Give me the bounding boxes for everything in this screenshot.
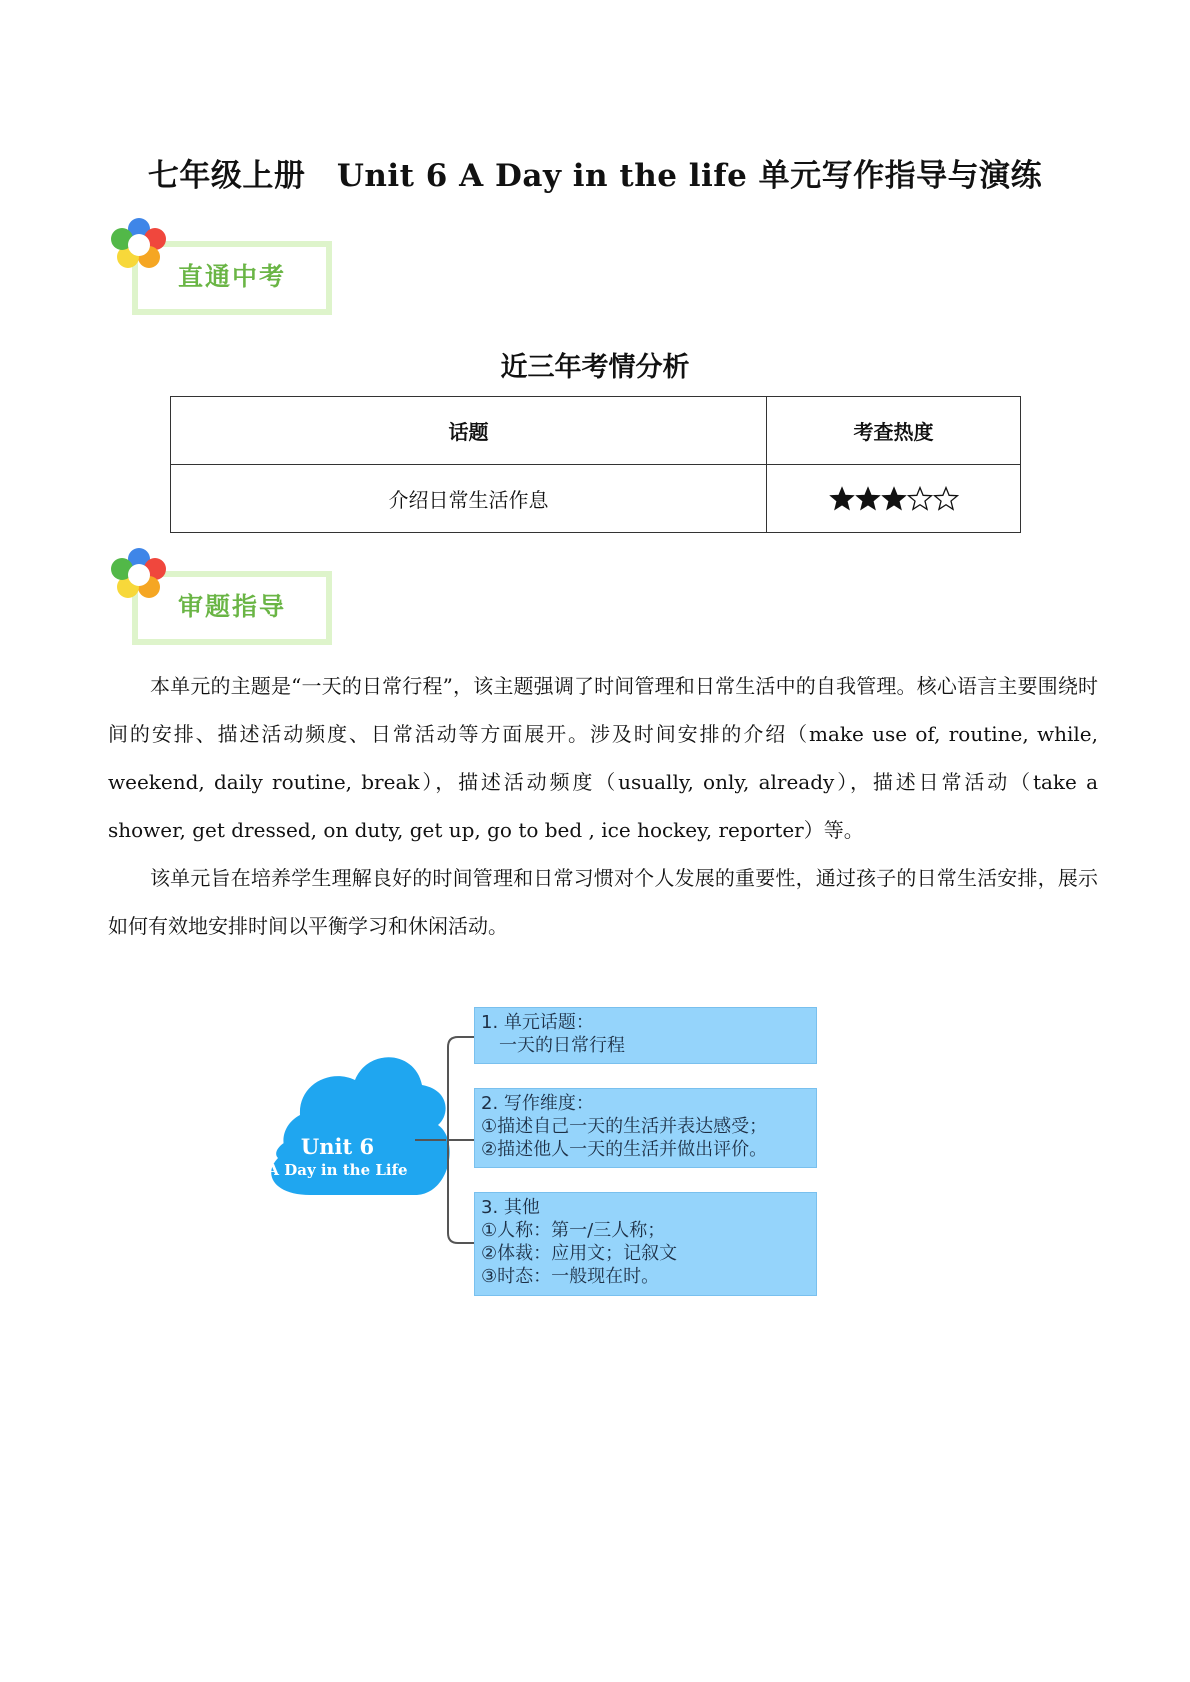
star-filled-icon xyxy=(855,486,881,512)
flower-icon xyxy=(108,545,170,607)
box-line: ①人称：第一/三人称； xyxy=(481,1220,666,1241)
cloud-subtitle: A Day in the Life xyxy=(267,1161,408,1179)
star-empty-icon xyxy=(907,486,933,512)
box-line: 2. 写作维度： xyxy=(481,1093,594,1114)
star-empty-icon xyxy=(933,486,959,512)
cloud-title: Unit 6 xyxy=(300,1134,375,1159)
badge-label: 直通中考 xyxy=(178,262,287,291)
mindmap-box-other xyxy=(474,1192,817,1296)
mindmap xyxy=(250,1000,830,1300)
table-header-heat: 考查热度 xyxy=(767,397,1021,465)
rating-stars xyxy=(767,465,1021,533)
star-filled-icon xyxy=(881,486,907,512)
table-row xyxy=(171,465,1021,533)
badge-label: 审题指导 xyxy=(178,592,287,621)
star-filled-icon xyxy=(829,486,855,512)
box-line: ③时态：一般现在时。 xyxy=(481,1266,660,1287)
table-header-row xyxy=(171,397,1021,465)
page-title: 七年级上册 Unit 6 A Day in the life 单元写作指导与演练 xyxy=(147,158,1043,194)
mindmap-box-topic xyxy=(474,1007,817,1064)
box-line: ②体裁：应用文；记叙文 xyxy=(481,1243,678,1264)
section-badge-shenti xyxy=(108,545,338,655)
box-line: ②描述他人一天的生活并做出评价。 xyxy=(481,1139,768,1160)
analysis-table xyxy=(170,396,1021,533)
box-line: 一天的日常行程 xyxy=(481,1035,625,1056)
box-line: ①描述自己一天的生活并表达感受； xyxy=(481,1116,768,1137)
paragraph-2: 该单元旨在培养学生理解良好的时间管理和日常习惯对个人发展的重要性，通过孩子的日常生活安排，展示如何有效地安排时间以平衡学习和休闲活动。 xyxy=(108,866,1098,938)
table-cell-topic: 介绍日常生活作息 xyxy=(171,465,767,533)
table-header-topic: 话题 xyxy=(171,397,767,465)
paragraph-1: 本单元的主题是“一天的日常行程”，该主题强调了时间管理和日常生活中的自我管理。核心语言主要围绕时间的安排、描述活动频度、日常活动等方面展开。涉及时间安排的介绍（make use of, routine, while, weekend, daily routine, break），描述活动频度（usually, only, already），描述日常活动（take a shower, get dressed, on duty, get up, go to bed , ice hockey, reporter）等。 xyxy=(108,674,1098,842)
section-badge-zhitong xyxy=(108,215,338,325)
flower-icon xyxy=(108,215,170,277)
box-line: 3. 其他 xyxy=(481,1197,540,1218)
section-subtitle: 近三年考情分析 xyxy=(500,352,690,383)
box-line: 1. 单元话题： xyxy=(481,1012,594,1033)
mindmap-box-dimension xyxy=(474,1088,817,1168)
